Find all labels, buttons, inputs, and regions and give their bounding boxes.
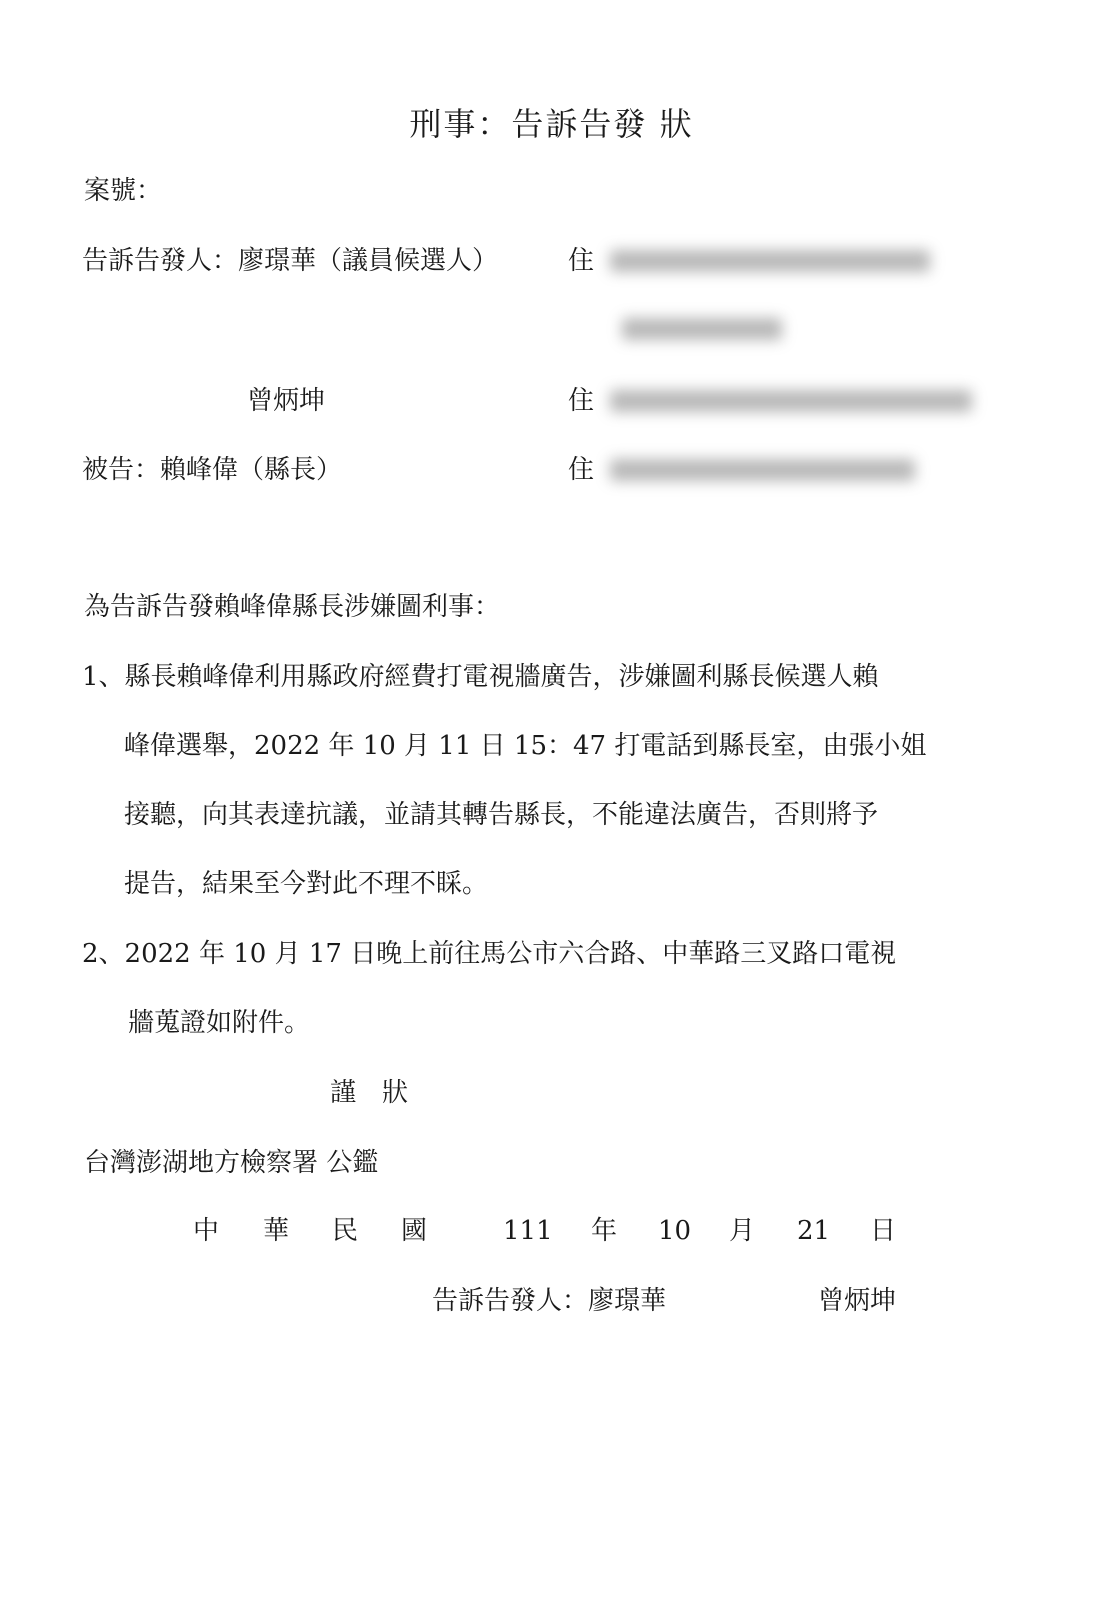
date-day-number: 21 <box>797 1216 831 1246</box>
case-number-label: 案號： <box>84 176 163 206</box>
date-hua: 華 <box>263 1216 290 1246</box>
item-2-line-2: 牆蒐證如附件。 <box>128 1008 311 1038</box>
date-month-number: 10 <box>658 1216 692 1246</box>
redacted-address-3 <box>610 459 915 481</box>
item-1 <box>82 643 1022 919</box>
item-1-line-4: 提告，結果至今對此不理不睬。 <box>124 869 489 899</box>
second-plaintiff-residence-label: 住 <box>568 386 595 416</box>
date-year-label: 年 <box>591 1216 618 1246</box>
item-2-line-1: 2、2022 年 10 月 17 日晚上前往馬公市六合路、中華路三叉路口電視 <box>82 939 897 969</box>
date-zhong: 中 <box>193 1216 220 1246</box>
plaintiff-residence-label: 住 <box>568 246 595 276</box>
item-1-line-2: 峰偉選舉，2022 年 10 月 11 日 15：47 打電話到縣長室，由張小姐 <box>124 731 927 761</box>
date-min: 民 <box>332 1216 359 1246</box>
recipient-text: 台灣澎湖地方檢察署 公鑑 <box>84 1148 379 1178</box>
closing-text: 謹 狀 <box>330 1078 409 1108</box>
defendant-residence-label: 住 <box>568 455 595 485</box>
date-guo: 國 <box>401 1216 428 1246</box>
intro-text: 為告訴告發賴峰偉縣長涉嫌圖利事： <box>84 592 501 622</box>
redacted-address-2 <box>610 390 972 412</box>
item-1-line-3: 接聽，向其表達抗議，並請其轉告縣長，不能違法廣告，否則將予 <box>124 800 879 830</box>
redacted-phone <box>622 318 782 340</box>
signature-second-name: 曾炳坤 <box>818 1286 897 1316</box>
redacted-address-1 <box>610 250 930 272</box>
date-month-label: 月 <box>729 1216 756 1246</box>
second-plaintiff-name: 曾炳坤 <box>247 386 326 416</box>
date-year-number: 111 <box>503 1216 553 1246</box>
plaintiff-label: 告訴告發人：廖璟華（議員候選人） <box>82 246 499 276</box>
item-2 <box>82 920 1022 1058</box>
date-day-label: 日 <box>870 1216 897 1246</box>
defendant-label: 被告：賴峰偉（縣長） <box>82 455 343 485</box>
document-title: 刑事：告訴告發 狀 <box>409 105 694 143</box>
item-1-line-1: 1、縣長賴峰偉利用縣政府經費打電視牆廣告，涉嫌圖利縣長候選人賴 <box>82 662 879 692</box>
signature-label: 告訴告發人：廖璟華 <box>432 1286 667 1316</box>
